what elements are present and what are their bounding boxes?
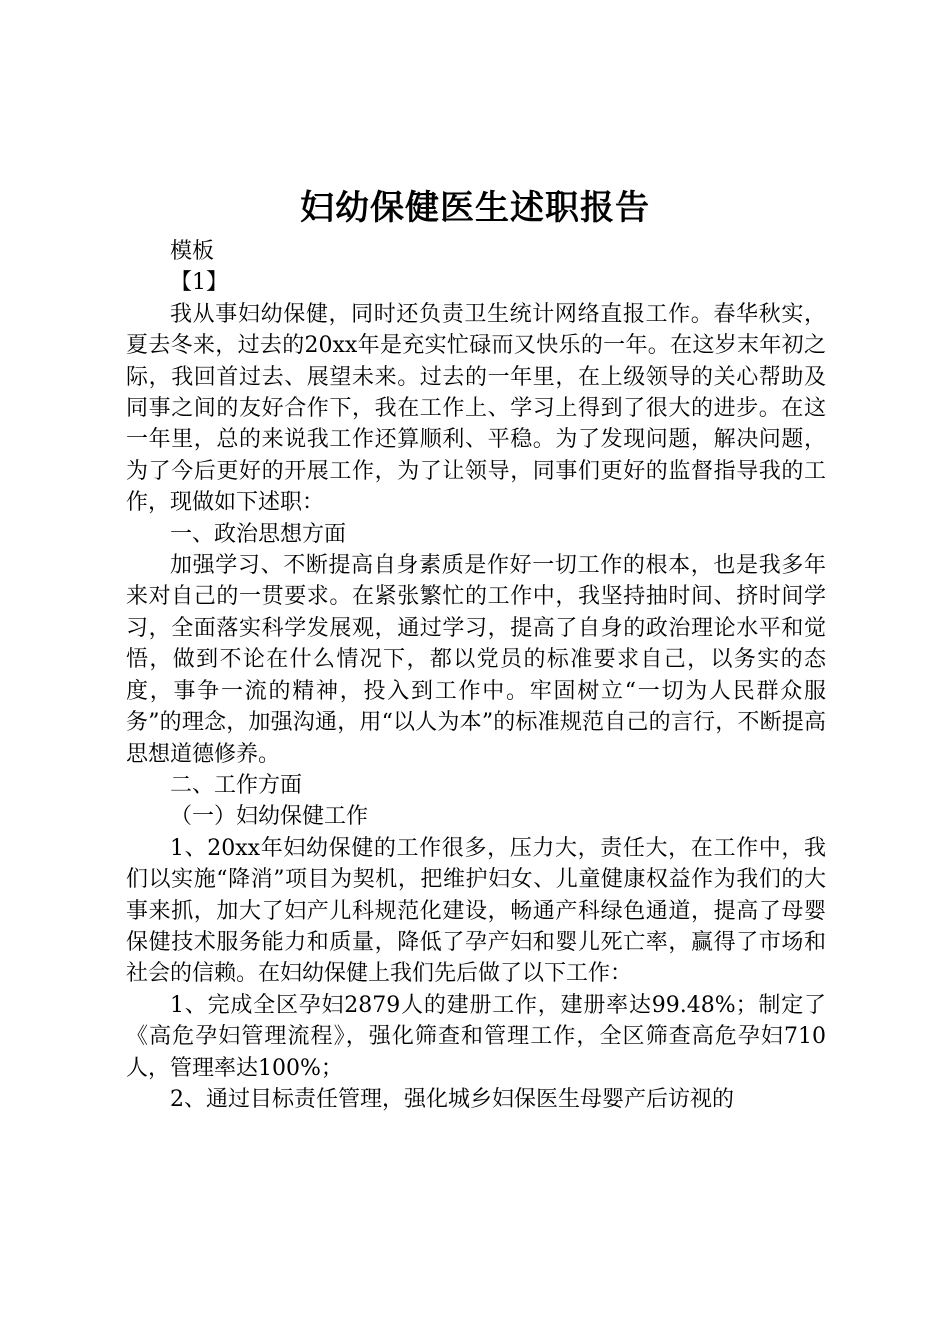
section-heading: 一、政治思想方面 [170,521,347,547]
document-title: 妇幼保健医生述职报告 [300,188,650,228]
paragraph: 1、20xx年妇幼保健的工作很多，压力大，责任大，在工作中，我们以实施“降消”项目为契机，把维护妇女、儿童健康权益作为我们的大事来抓，加大了妇产儿科规范化建设，畅通产科绿色通道，提高了母婴保健技术服务能力和质量，降低了孕产妇和婴儿死亡率，赢得了市场和社会的信赖。在妇幼保健上我们先后做了以下工作： [126,835,826,987]
subsection-heading: （一）妇幼保健工作 [170,804,369,830]
document-body [126,236,826,1115]
paragraph: 2、通过目标责任管理，强化城乡妇保医生母婴产后访视的 [170,1086,734,1112]
paragraph: 我从事妇幼保健，同时还负责卫生统计网络直报工作。春华秋实，夏去冬来，过去的20xx年是充实忙碌而又快乐的一年。在这岁末年初之际，我回首过去、展望未来。过去的一年里，在上级领导的关心帮助及同事之间的友好合作下，我在工作上、学习上得到了很大的进步。在这一年里，总的来说我工作还算顺利、平稳。为了发现问题，解决问题，为了今后更好的开展工作，为了让领导，同事们更好的监督指导我的工作，现做如下述职： [126,301,826,516]
paragraph: 【1】 [170,270,228,296]
paragraph: 加强学习、不断提高自身素质是作好一切工作的根本，也是我多年来对自己的一贯要求。在紧张繁忙的工作中，我坚持抽时间、挤时间学习，全面落实科学发展观，通过学习，提高了自身的政治理论水平和觉悟，做到不论在什么情况下，都以党员的标准要求自己，以务实的态度，事争一流的精神，投入到工作中。牢固树立“一切为人民群众服务”的理念，加强沟通，用“以人为本”的标准规范自己的言行，不断提高思想道德修养。 [126,553,826,767]
paragraph: 模板 [170,239,215,264]
section-heading: 二、工作方面 [170,772,303,798]
paragraph: 1、完成全区孕妇2879人的建册工作，建册率达99.48%；制定了《高危孕妇管理流程》，强化筛查和管理工作，全区筛查高危孕妇710人，管理率达100%； [126,992,826,1081]
